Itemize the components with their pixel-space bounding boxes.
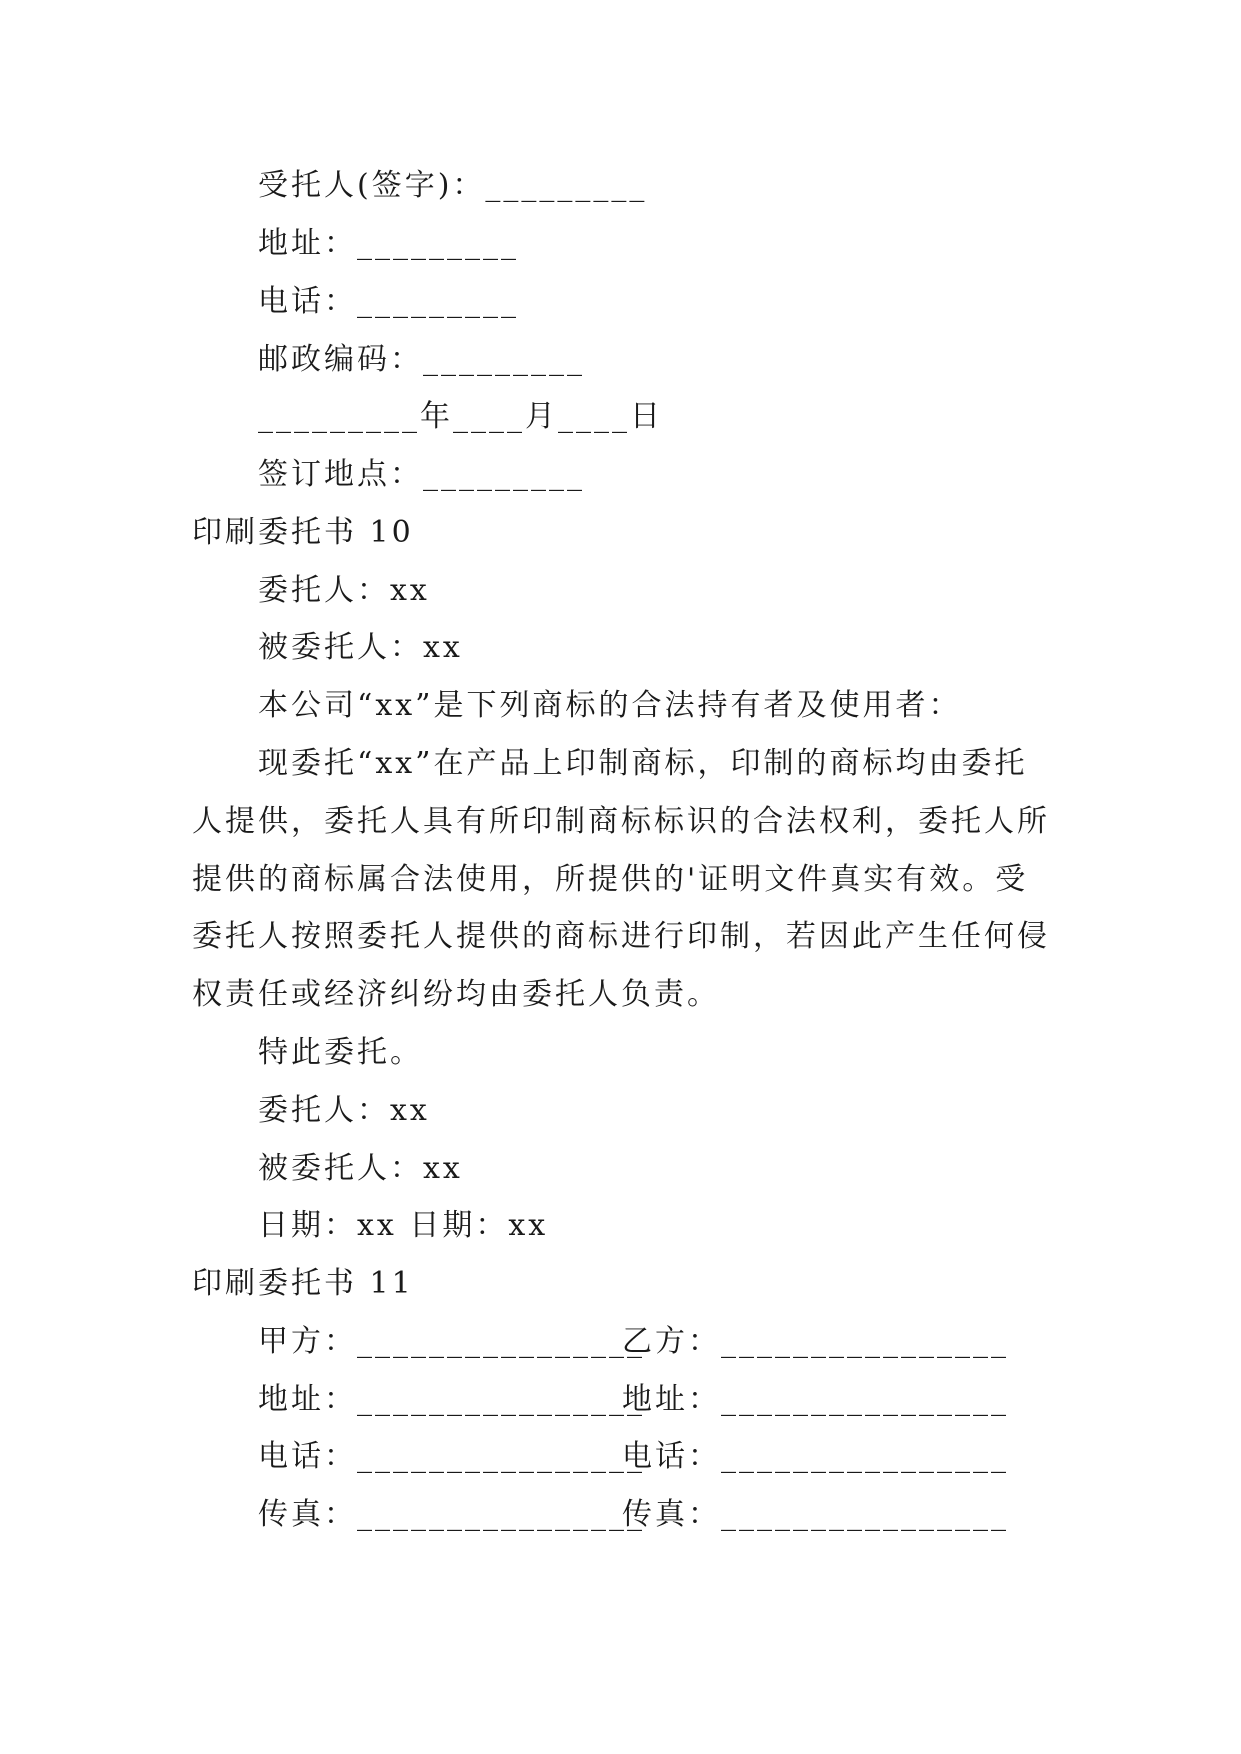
party-a-address-field: 地址：________________ (258, 1382, 645, 1417)
body-line-4: 委托人按照委托人提供的商标进行印制，若因此产生任何侵 (192, 919, 1050, 954)
party-b-field: 乙方：________________ (622, 1324, 1009, 1359)
party-b-phone-field: 电话：________________ (622, 1439, 1009, 1474)
postcode-line: 邮政编码：_________ (258, 342, 585, 377)
body-line-1: 现委托“xx”在产品上印制商标，印制的商标均由委托 (192, 746, 1028, 781)
party-a-fax-field: 传真：________________ (258, 1497, 645, 1532)
party-a-field: 甲方：________________ (258, 1324, 645, 1359)
party-b-address-field: 地址：________________ (622, 1382, 1009, 1417)
address-line: 地址：_________ (258, 226, 519, 261)
signing-place-line: 签订地点：_________ (258, 457, 585, 492)
body-line-2: 人提供，委托人具有所印制商标标识的合法权利，委托人所 (192, 804, 1050, 839)
principal-signature-line: 委托人：xx (258, 1093, 430, 1128)
intro-paragraph: 本公司“xx”是下列商标的合法持有者及使用者： (258, 688, 962, 723)
body-line-5: 权责任或经济纠纷均由委托人负责。 (192, 977, 720, 1012)
party-b-fax-field: 传真：________________ (622, 1497, 1009, 1532)
agent-line: 被委托人：xx (258, 630, 463, 665)
party-a-phone-field: 电话：________________ (258, 1439, 645, 1474)
phone-line: 电话：_________ (258, 284, 519, 319)
closing-line: 特此委托。 (258, 1035, 423, 1070)
agent-signature-line: 被委托人：xx (258, 1151, 463, 1186)
dates-line: 日期：xx 日期：xx (258, 1208, 549, 1243)
date-line: _________年____月____日 (258, 399, 663, 434)
principal-line: 委托人：xx (258, 573, 430, 608)
agent-signature-line: 受托人(签字)：_________ (258, 168, 648, 203)
section-10-title: 印刷委托书 10 (192, 515, 414, 550)
section-11-title: 印刷委托书 11 (192, 1266, 414, 1301)
body-line-3: 提供的商标属合法使用，所提供的'证明文件真实有效。受 (192, 862, 1029, 897)
